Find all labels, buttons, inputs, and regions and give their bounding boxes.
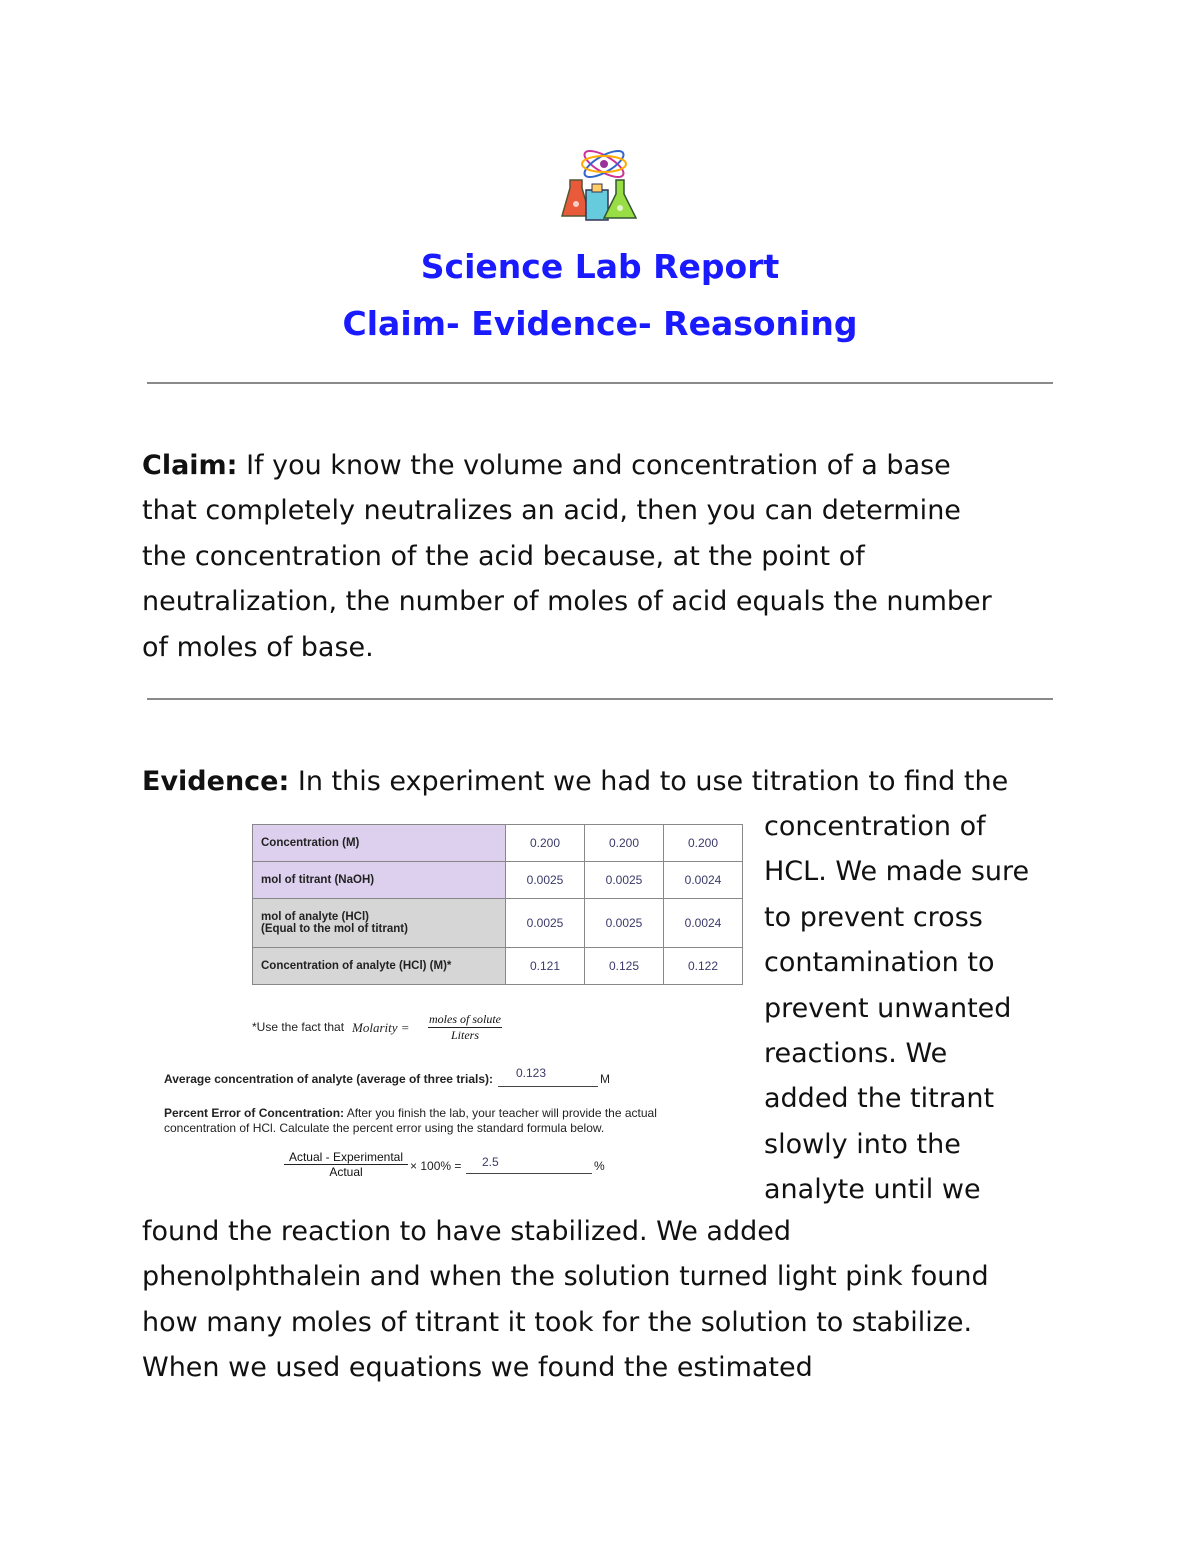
- cell-value: 0.0025: [506, 899, 585, 948]
- molarity-fraction: [428, 1012, 502, 1043]
- cell-value: 0.200: [585, 825, 664, 862]
- science-lab-clipart-icon: [552, 142, 648, 232]
- evidence-line: reactions. We: [764, 1037, 948, 1069]
- evidence-line: prevent unwanted: [764, 992, 1012, 1024]
- evidence-line: found the reaction to have stabilized. We added: [142, 1216, 792, 1247]
- evidence-line: analyte until we: [764, 1174, 981, 1206]
- divider: [147, 698, 1053, 700]
- cell-value: 0.121: [506, 948, 585, 985]
- evidence-continued: [142, 1209, 1062, 1391]
- answer-line: [498, 1086, 598, 1087]
- cell-value: 0.122: [664, 948, 743, 985]
- table-row: [253, 899, 743, 948]
- evidence-side-column: [764, 804, 1064, 1213]
- cell-value: 0.0025: [585, 862, 664, 899]
- percent-error-value: 2.5: [482, 1155, 499, 1169]
- page-title: Science Lab Report: [420, 247, 780, 286]
- claim-line: that completely neutralizes an acid, then you can determine: [142, 495, 961, 527]
- formula-multiplier: × 100% =: [410, 1159, 462, 1173]
- percent-error-formula: [284, 1150, 408, 1179]
- claim-label: Claim:: [142, 450, 238, 481]
- table-row: [253, 825, 743, 862]
- claim-line: Claim: If you know the volume and concentration of a base: [142, 450, 951, 481]
- evidence-first-line: Evidence: In this experiment we had to use titration to find the: [142, 766, 1009, 797]
- average-label: Average concentration of analyte (average of three trials):: [164, 1072, 493, 1086]
- cell-value: 0.0024: [664, 899, 743, 948]
- titration-worksheet: [160, 822, 750, 1192]
- percent-error-line2: concentration of HCl. Calculate the percent error using the standard formula below.: [164, 1121, 605, 1135]
- evidence-label: Evidence:: [142, 766, 290, 797]
- formula-numerator: Actual - Experimental: [288, 1150, 404, 1164]
- row-label-main: mol of analyte (HCl): [261, 911, 369, 923]
- fraction-denominator: Liters: [428, 1027, 502, 1043]
- cell-value: 0.200: [506, 825, 585, 862]
- row-label: Concentration (M): [253, 825, 506, 862]
- formula-denominator: Actual: [284, 1164, 408, 1179]
- evidence-line: When we used equations we found the estimated: [142, 1352, 813, 1384]
- cell-value: 0.200: [664, 825, 743, 862]
- evidence-line: phenolphthalein and when the solution turned light pink found: [142, 1261, 989, 1293]
- average-value: 0.123: [516, 1066, 547, 1080]
- divider: [147, 382, 1053, 384]
- answer-line: [466, 1173, 592, 1174]
- cell-value: 0.0024: [664, 862, 743, 899]
- page-subtitle: Claim- Evidence- Reasoning: [342, 304, 858, 343]
- cell-value: 0.0025: [585, 899, 664, 948]
- average-unit: M: [600, 1072, 610, 1086]
- table-row: [253, 862, 743, 899]
- evidence-line: added the titrant: [764, 1083, 995, 1115]
- evidence-line: HCL. We made sure: [764, 856, 1030, 888]
- titration-data-table: [252, 824, 743, 985]
- molarity-footnote: *Use the fact that: [252, 1020, 345, 1034]
- molarity-label: Molarity =: [352, 1020, 410, 1035]
- percent-error-line1: Percent Error of Concentration: After you finish the lab, your teacher will provide the actual: [164, 1106, 657, 1120]
- row-label: Concentration of analyte (HCl) (M)*: [253, 948, 506, 985]
- claim-line: neutralization, the number of moles of acid equals the number: [142, 586, 992, 618]
- evidence-line: contamination to: [764, 947, 995, 979]
- fraction-numerator: moles of solute: [429, 1012, 501, 1026]
- row-label-sub: (Equal to the mol of titrant): [261, 923, 408, 935]
- evidence-line: concentration of: [764, 811, 986, 842]
- claim-line: of moles of base.: [142, 631, 374, 663]
- percent-error-title: Percent Error of Concentration:: [164, 1106, 345, 1120]
- claim-paragraph: [142, 443, 1062, 670]
- row-label: mol of titrant (NaOH): [253, 862, 506, 899]
- evidence-line: to prevent cross: [764, 901, 983, 933]
- cell-value: 0.125: [585, 948, 664, 985]
- table-row: [253, 948, 743, 985]
- row-label: [253, 899, 506, 948]
- claim-line: the concentration of the acid because, at the point of: [142, 540, 865, 572]
- evidence-line: how many moles of titrant it took for the solution to stabilize.: [142, 1306, 973, 1338]
- cell-value: 0.0025: [506, 862, 585, 899]
- percent-unit: %: [594, 1159, 605, 1173]
- evidence-line: slowly into the: [764, 1128, 961, 1160]
